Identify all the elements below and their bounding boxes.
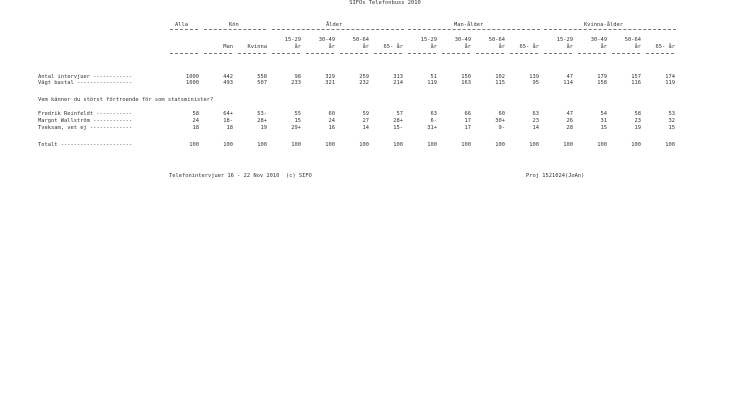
row-tveksam-cell: 18	[192, 125, 199, 131]
row-vagt-bastal-cell: 321	[325, 80, 335, 86]
row-totalt-cell: 100	[291, 142, 301, 148]
row-margot-wallstrom-cell: 6-	[430, 118, 437, 124]
row-vagt-bastal-cell: 95	[532, 80, 539, 86]
column-header-bottom: 65- år	[519, 44, 539, 50]
row-vagt-bastal-cell: 116	[631, 80, 641, 86]
column-header-top: 15-29	[420, 37, 437, 43]
group-header-alla: Alla	[175, 22, 188, 28]
row-margot-wallstrom-cell: 24	[192, 118, 199, 124]
group-header-kon: Kön	[229, 22, 239, 28]
row-fredrik-reinfeldt-cell: 59	[362, 111, 369, 117]
column-underline	[578, 53, 606, 54]
row-margot-wallstrom-cell: 27	[362, 118, 369, 124]
row-fredrik-reinfeldt-cell: 57	[396, 111, 403, 117]
row-antal-intervjuer-cell: 179	[597, 74, 607, 80]
row-tveksam-cell: 15	[668, 125, 675, 131]
column-underline	[170, 53, 198, 54]
row-fredrik-reinfeldt-cell: 63	[532, 111, 539, 117]
row-antal-intervjuer-cell: 313	[393, 74, 403, 80]
row-margot-wallstrom-cell: 32	[668, 118, 675, 124]
row-totalt-cell: 100	[631, 142, 641, 148]
row-margot-wallstrom-cell: 24	[328, 118, 335, 124]
column-underline	[272, 53, 300, 54]
row-vagt-bastal-cell: 115	[495, 80, 505, 86]
row-vagt-bastal-cell: 163	[461, 80, 471, 86]
column-header-bottom: år	[634, 44, 641, 50]
report-title: SIFOs Telefonbuss 2010	[349, 0, 421, 6]
footer-right: Proj 1521024(JoAn)	[526, 173, 585, 179]
row-antal-intervjuer-cell: 139	[529, 74, 539, 80]
column-header-top: 50-64	[488, 37, 505, 43]
row-tveksam-cell: 15-	[393, 125, 403, 131]
group-header-alder: Ålder	[326, 22, 343, 28]
column-header-top: 50-64	[624, 37, 641, 43]
group-underline-man-alder	[408, 29, 540, 30]
row-totalt-cell: 100	[495, 142, 505, 148]
row-margot-wallstrom-cell: 23	[532, 118, 539, 124]
column-underline	[306, 53, 334, 54]
row-margot-wallstrom-cell: 31	[600, 118, 607, 124]
row-tveksam-cell: 19	[634, 125, 641, 131]
row-vagt-bastal-cell: 119	[665, 80, 675, 86]
column-header-top: 15-29	[556, 37, 573, 43]
row-fredrik-reinfeldt-cell: 63	[430, 111, 437, 117]
column-underline	[340, 53, 368, 54]
row-totalt-cell: 100	[359, 142, 369, 148]
row-fredrik-reinfeldt-cell: 60	[498, 111, 505, 117]
column-header-bottom: år	[328, 44, 335, 50]
column-header-bottom: år	[464, 44, 471, 50]
row-tveksam-cell: 29+	[291, 125, 301, 131]
column-header-bottom: år	[430, 44, 437, 50]
row-vagt-bastal-cell: 232	[359, 80, 369, 86]
row-tveksam-cell: 16	[328, 125, 335, 131]
row-totalt-cell: 100	[461, 142, 471, 148]
row-antal-intervjuer-cell: 174	[665, 74, 675, 80]
row-antal-intervjuer-cell: 558	[257, 74, 267, 80]
row-vagt-bastal-cell: 114	[563, 80, 573, 86]
column-header-top: 30-49	[454, 37, 471, 43]
column-header-bottom: år	[294, 44, 301, 50]
row-fredrik-reinfeldt-cell: 55	[294, 111, 301, 117]
row-tveksam-cell: 18	[226, 125, 233, 131]
column-underline	[408, 53, 436, 54]
column-header-bottom: Kvinna	[247, 44, 267, 50]
row-tveksam-cell: 17	[464, 125, 471, 131]
row-totalt-cell: 100	[427, 142, 437, 148]
row-margot-wallstrom-cell: 23	[634, 118, 641, 124]
column-underline	[476, 53, 504, 54]
row-margot-wallstrom-cell: 30+	[495, 118, 505, 124]
group-underline-kon	[204, 29, 266, 30]
row-fredrik-reinfeldt-cell: 64+	[223, 111, 233, 117]
row-tveksam-cell: 31+	[427, 125, 437, 131]
row-margot-wallstrom-cell: 18-	[223, 118, 233, 124]
row-totalt-cell: 100	[223, 142, 233, 148]
question-text: Vem känner du störst förtroende för som statsminister?	[38, 97, 214, 103]
column-underline	[204, 53, 232, 54]
row-vagt-bastal-cell: 493	[223, 80, 233, 86]
row-antal-intervjuer-cell: 150	[461, 74, 471, 80]
row-tveksam-cell: 19	[260, 125, 267, 131]
group-header-man-alder: Man-ålder	[454, 22, 484, 28]
row-tveksam-cell: 14	[532, 125, 539, 131]
row-fredrik-reinfeldt-cell: 53-	[257, 111, 267, 117]
row-antal-intervjuer-cell: 259	[359, 74, 369, 80]
row-margot-wallstrom-label: Margot Wallström ------------	[38, 118, 133, 124]
row-antal-intervjuer-cell: 51	[430, 74, 437, 80]
row-totalt-cell: 100	[529, 142, 539, 148]
row-vagt-bastal-label: Vägt bastal -----------------	[38, 80, 133, 86]
row-fredrik-reinfeldt-cell: 54	[600, 111, 607, 117]
row-totalt-label: Totalt ----------------------	[38, 142, 133, 148]
column-underline	[238, 53, 266, 54]
column-underline	[442, 53, 470, 54]
column-header-bottom: år	[566, 44, 573, 50]
column-underline	[510, 53, 538, 54]
row-totalt-cell: 100	[597, 142, 607, 148]
group-underline-alla	[170, 29, 198, 30]
row-antal-intervjuer-cell: 329	[325, 74, 335, 80]
row-totalt-cell: 100	[189, 142, 199, 148]
row-totalt-cell: 100	[665, 142, 675, 148]
row-margot-wallstrom-cell: 26	[566, 118, 573, 124]
row-tveksam-cell: 28	[566, 125, 573, 131]
row-tveksam-cell: 9-	[498, 125, 505, 131]
row-antal-intervjuer-cell: 1000	[186, 74, 199, 80]
column-header-bottom: Man	[223, 44, 233, 50]
row-totalt-cell: 100	[393, 142, 403, 148]
row-antal-intervjuer-cell: 102	[495, 74, 505, 80]
column-underline	[612, 53, 640, 54]
row-antal-intervjuer-label: Antal intervjuer ------------	[38, 74, 133, 80]
row-totalt-cell: 100	[257, 142, 267, 148]
column-header-top: 15-29	[284, 37, 301, 43]
row-vagt-bastal-cell: 158	[597, 80, 607, 86]
row-vagt-bastal-cell: 119	[427, 80, 437, 86]
column-header-bottom: 65- år	[383, 44, 403, 50]
row-totalt-cell: 100	[563, 142, 573, 148]
row-fredrik-reinfeldt-cell: 58	[192, 111, 199, 117]
row-fredrik-reinfeldt-cell: 53	[668, 111, 675, 117]
footer-left: Telefonintervjuer 16 - 22 Nov 2010 (c) SIFO	[169, 173, 312, 179]
row-margot-wallstrom-cell: 17	[464, 118, 471, 124]
row-fredrik-reinfeldt-cell: 47	[566, 111, 573, 117]
column-header-bottom: år	[498, 44, 505, 50]
row-vagt-bastal-cell: 1000	[186, 80, 199, 86]
row-antal-intervjuer-cell: 442	[223, 74, 233, 80]
row-vagt-bastal-cell: 214	[393, 80, 403, 86]
column-underline	[544, 53, 572, 54]
row-fredrik-reinfeldt-cell: 60	[328, 111, 335, 117]
row-tveksam-cell: 15	[600, 125, 607, 131]
row-vagt-bastal-cell: 233	[291, 80, 301, 86]
row-margot-wallstrom-cell: 28+	[257, 118, 267, 124]
row-tveksam-cell: 14	[362, 125, 369, 131]
column-header-bottom: år	[600, 44, 607, 50]
row-vagt-bastal-cell: 507	[257, 80, 267, 86]
column-header-bottom: år	[362, 44, 369, 50]
column-header-top: 30-49	[590, 37, 607, 43]
column-underline	[646, 53, 674, 54]
column-header-top: 50-64	[352, 37, 369, 43]
group-underline-alder	[272, 29, 404, 30]
row-antal-intervjuer-cell: 47	[566, 74, 573, 80]
column-header-top: 30-49	[318, 37, 335, 43]
row-margot-wallstrom-cell: 15	[294, 118, 301, 124]
row-totalt-cell: 100	[325, 142, 335, 148]
row-antal-intervjuer-cell: 157	[631, 74, 641, 80]
group-header-kvinna-alder: Kvinna-ålder	[584, 22, 623, 28]
column-header-bottom: 65- år	[655, 44, 675, 50]
column-underline	[374, 53, 402, 54]
group-underline-kvinna-alder	[544, 29, 676, 30]
row-fredrik-reinfeldt-cell: 66	[464, 111, 471, 117]
row-fredrik-reinfeldt-label: Fredrik Reinfeldt -----------	[38, 111, 133, 117]
row-fredrik-reinfeldt-cell: 58	[634, 111, 641, 117]
row-antal-intervjuer-cell: 98	[294, 74, 301, 80]
row-tveksam-label: Tveksam, vet ej -------------	[38, 125, 133, 131]
row-margot-wallstrom-cell: 28+	[393, 118, 403, 124]
